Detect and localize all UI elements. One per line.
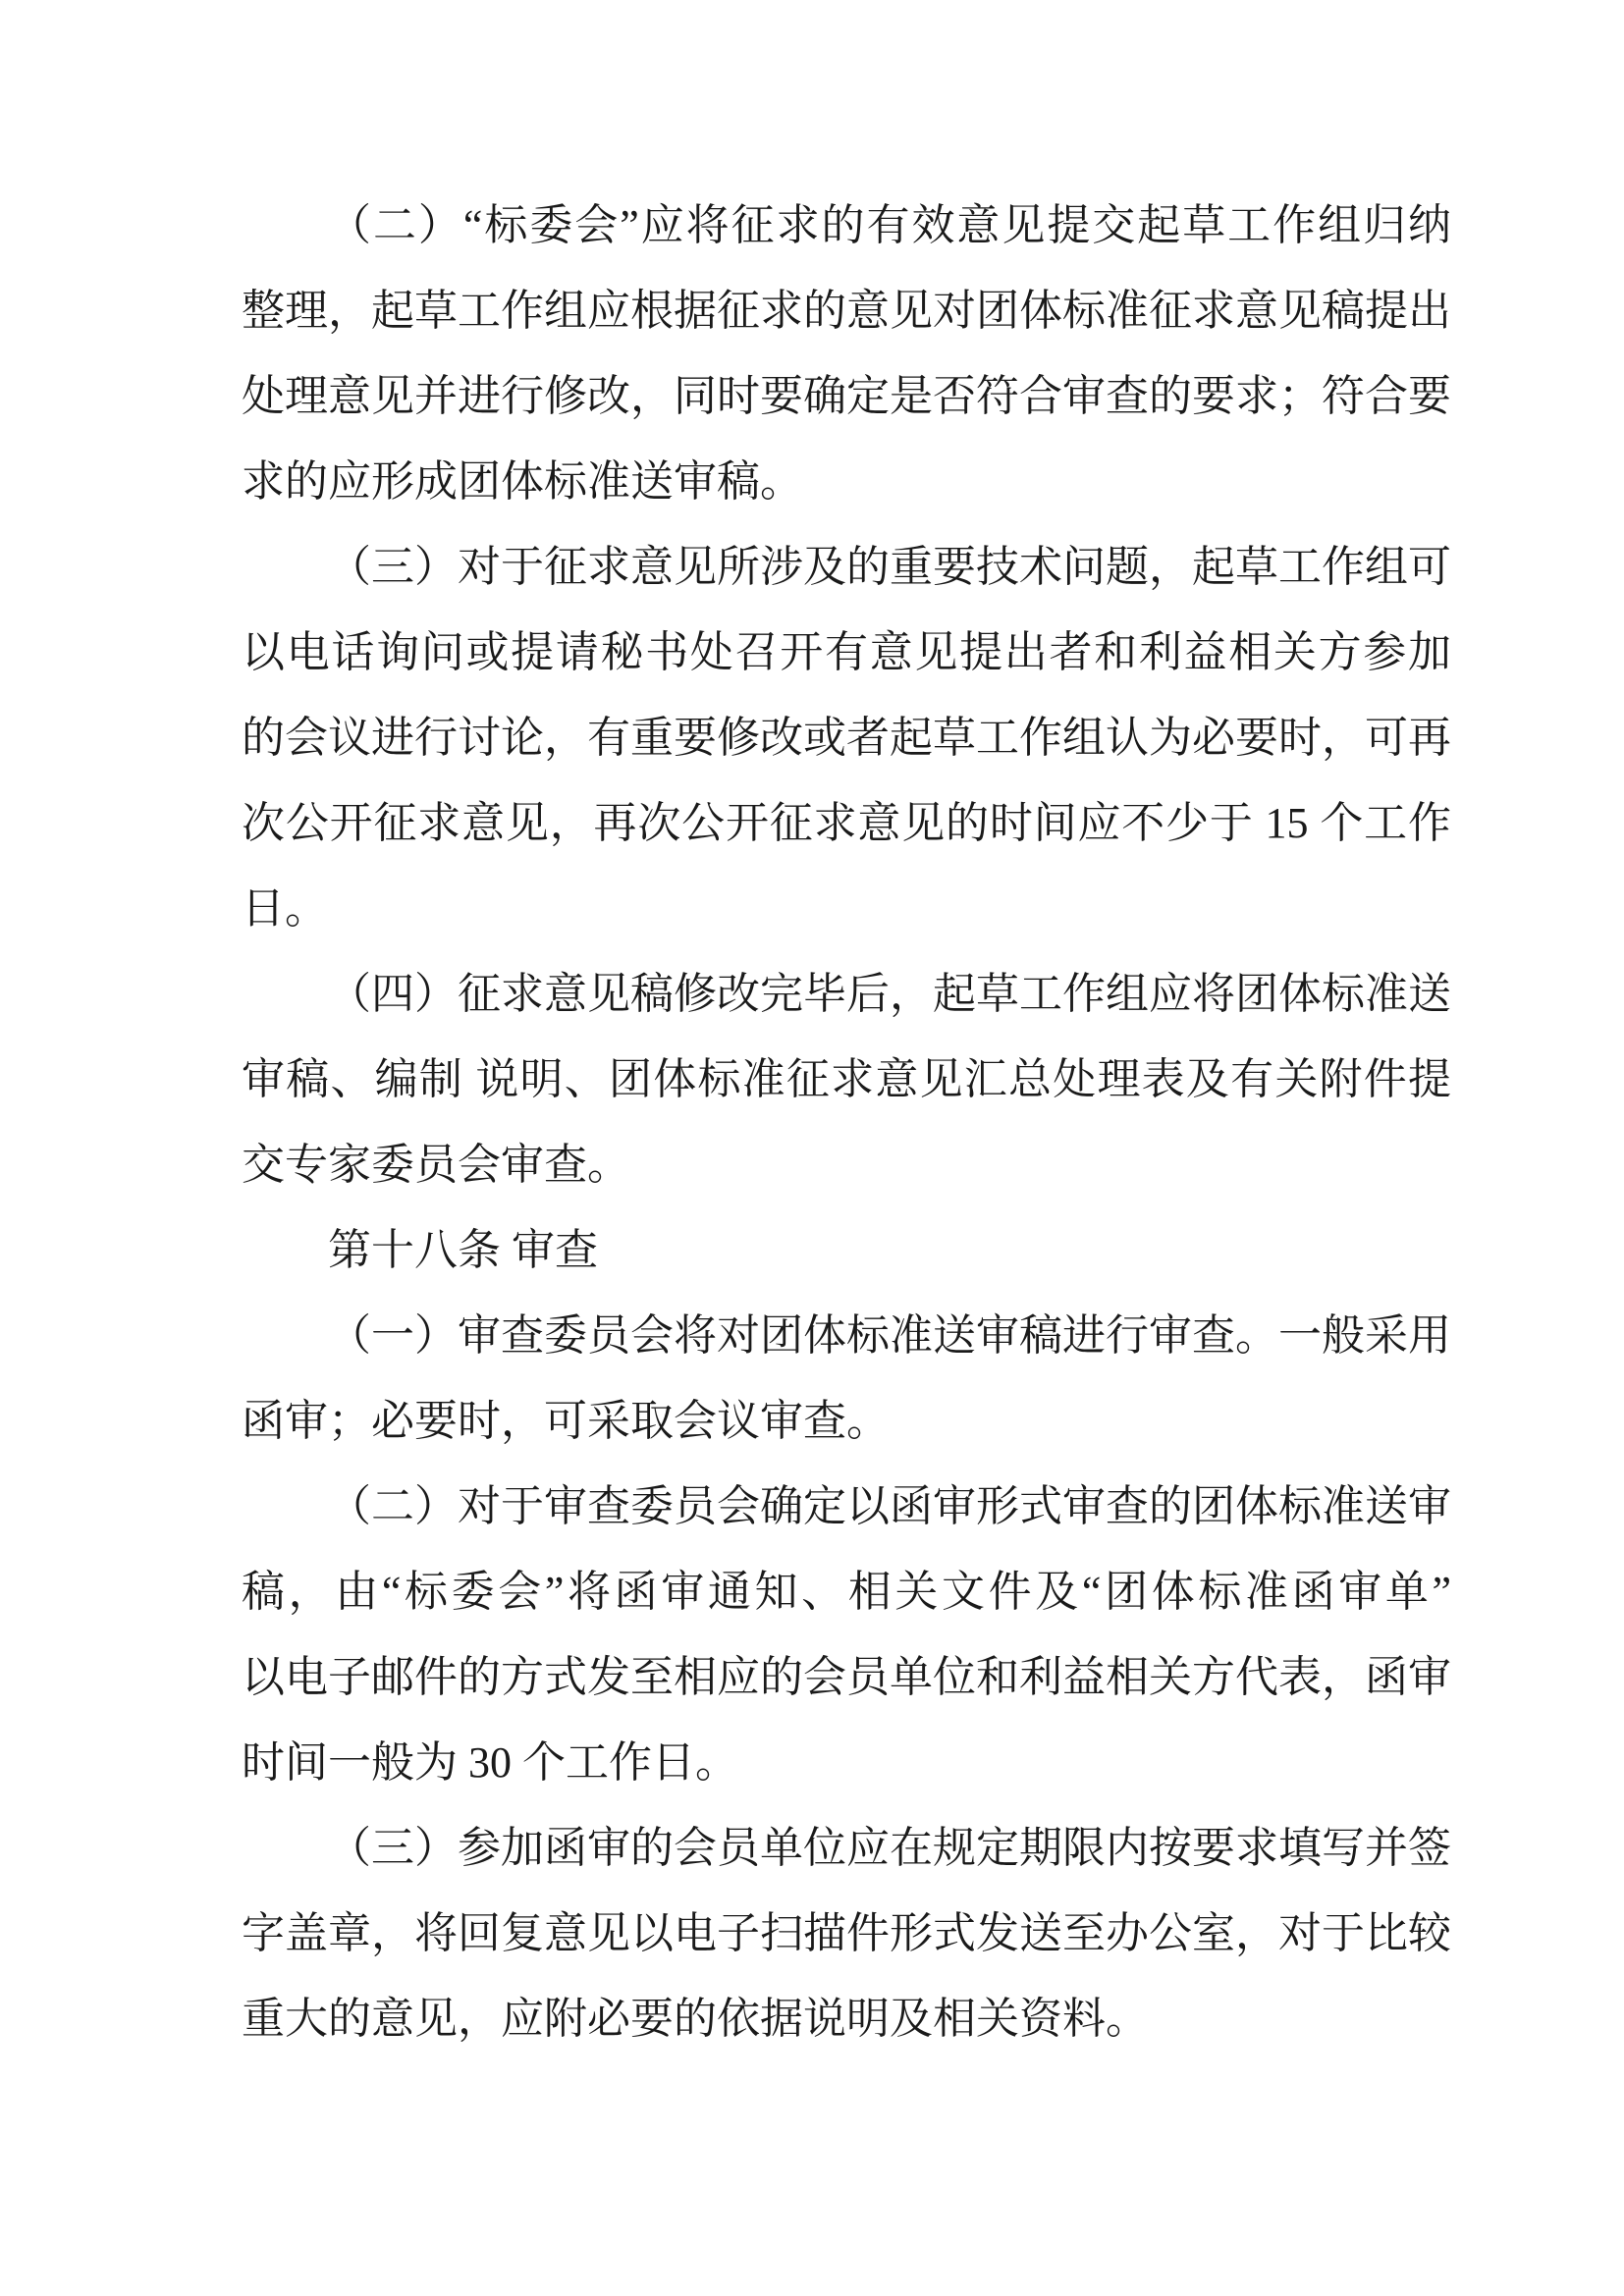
paragraph-item-2	[242, 183, 1451, 524]
doc-line: （一）审查委员会将对团体标准送审稿进行审查。一般采用	[328, 1311, 1451, 1360]
article-heading-line: 第十八条 审查	[328, 1226, 598, 1274]
paragraph-item-4	[242, 951, 1451, 1207]
doc-line: 求的应形成团体标准送审稿。	[242, 457, 803, 506]
paragraph-item-2b	[242, 1464, 1451, 1805]
doc-line: 以电话询问或提请秘书处召开有意见提出者和利益相关方参加	[242, 628, 1451, 676]
doc-line: 字盖章，将回复意见以电子扫描件形式发送至办公室，对于比较	[242, 1909, 1451, 1957]
doc-line: （四）征求意见稿修改完毕后，起草工作组应将团体标准送	[328, 970, 1451, 1018]
doc-line: 稿，由“标委会”将函审通知、相关文件及“团体标准函审单”	[242, 1568, 1451, 1616]
article-18-heading	[242, 1207, 1451, 1293]
doc-line: （三）对于征求意见所涉及的重要技术问题，起草工作组可	[328, 543, 1451, 591]
document-body	[242, 183, 1451, 2061]
doc-line: 的会议进行讨论，有重要修改或者起草工作组认为必要时，可再	[242, 714, 1451, 762]
doc-line: 交专家委员会审查。	[242, 1141, 630, 1189]
doc-line: 重大的意见，应附必要的依据说明及相关资料。	[242, 1995, 1149, 2043]
doc-line: （三）参加函审的会员单位应在规定期限内按要求填写并签	[328, 1824, 1451, 1872]
doc-line: 审稿、编制 说明、团体标准征求意见汇总处理表及有关附件提	[242, 1055, 1451, 1103]
doc-line: 整理，起草工作组应根据征求的意见对团体标准征求意见稿提出	[242, 287, 1451, 335]
doc-line: 次公开征求意见，再次公开征求意见的时间应不少于 15 个工作	[242, 799, 1451, 847]
doc-line: （二）对于审查委员会确定以函审形式审查的团体标准送审	[328, 1482, 1451, 1530]
paragraph-item-1	[242, 1293, 1451, 1464]
doc-line: 日。	[242, 884, 328, 933]
paragraph-item-3b	[242, 1805, 1451, 2061]
doc-line: 时间一般为 30 个工作日。	[242, 1738, 738, 1787]
paragraph-item-3	[242, 524, 1451, 951]
doc-line: （二）“标委会”应将征求的有效意见提交起草工作组归纳	[328, 201, 1451, 249]
doc-line: 处理意见并进行修改，同时要确定是否符合审查的要求；符合要	[242, 372, 1451, 420]
doc-line: 函审；必要时，可采取会议审查。	[242, 1397, 890, 1445]
doc-line: 以电子邮件的方式发至相应的会员单位和利益相关方代表，函审	[242, 1653, 1451, 1701]
